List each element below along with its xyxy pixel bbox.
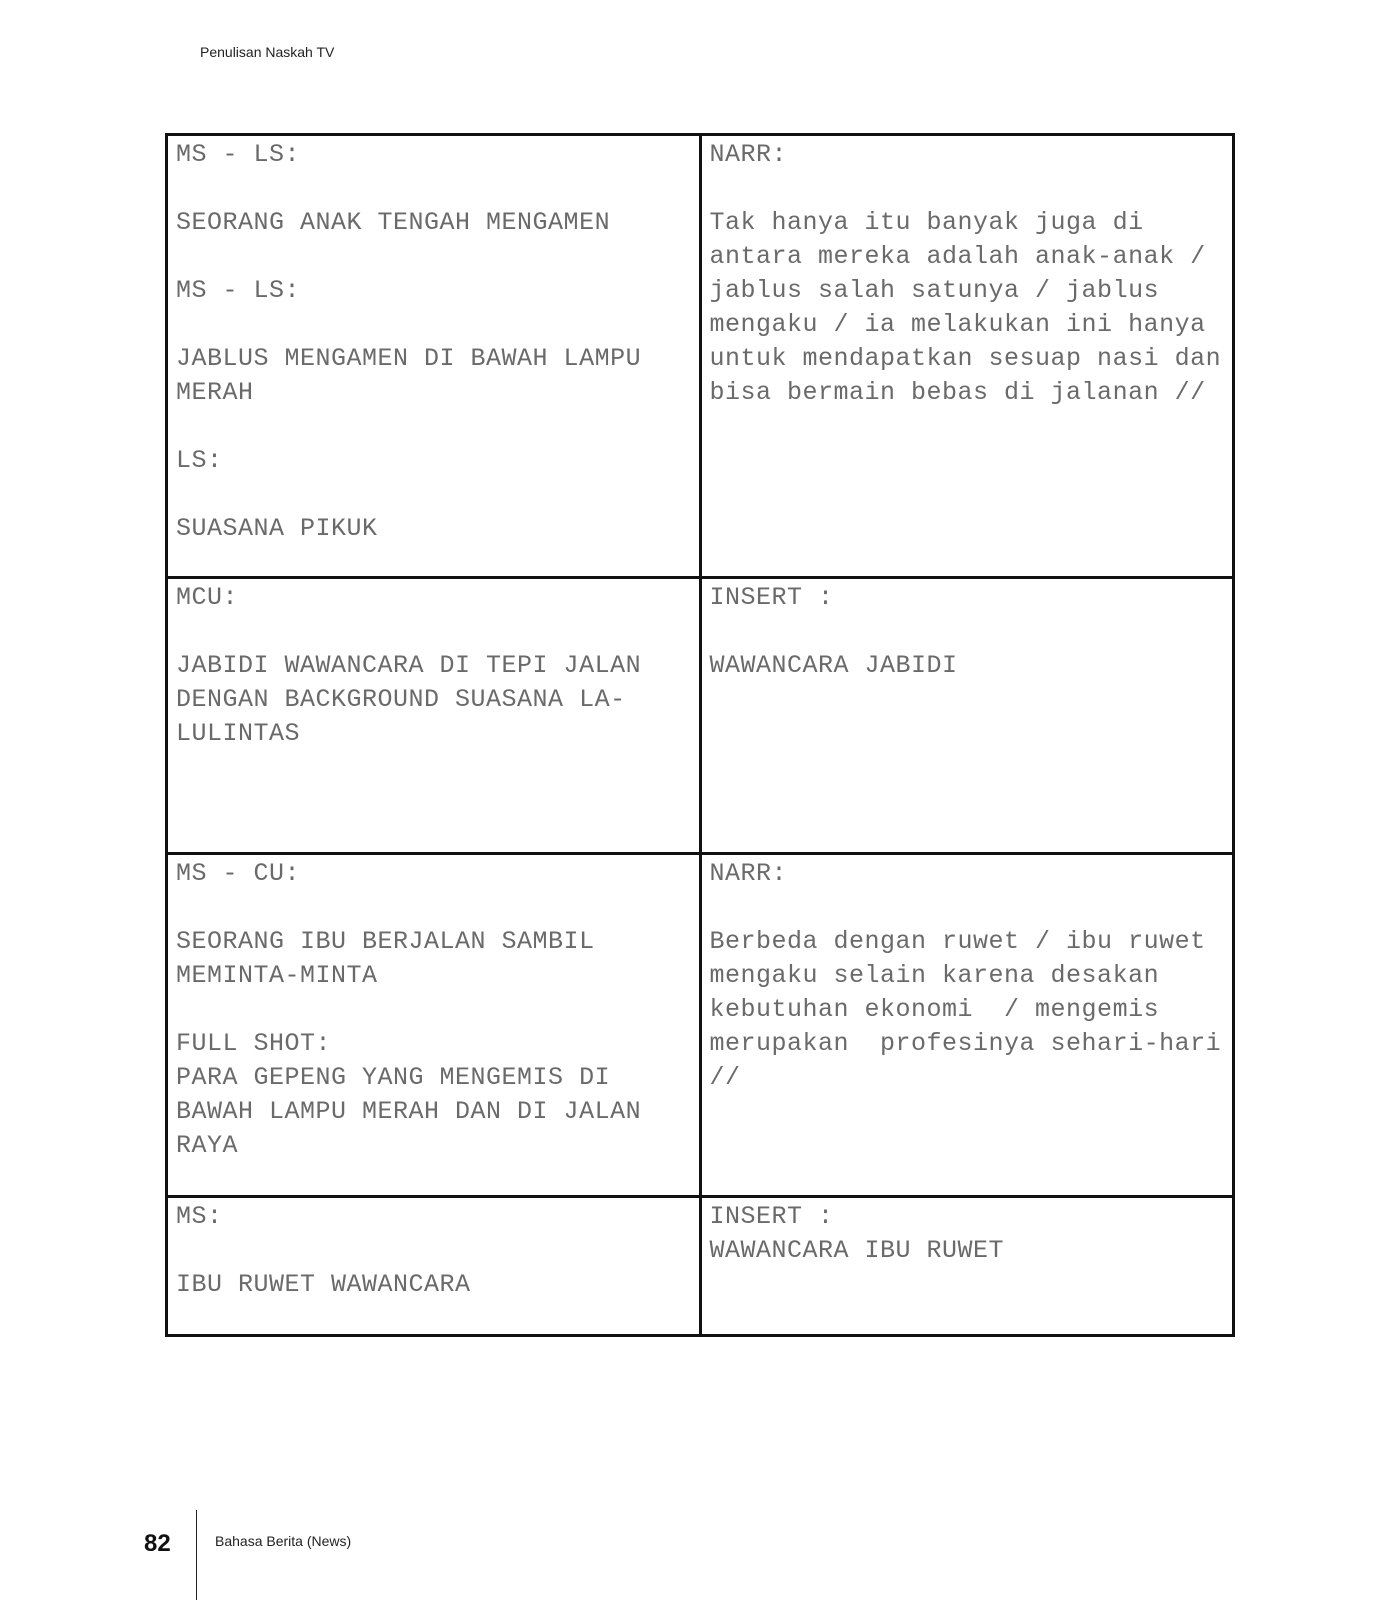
audio-cell: NARR: Berbeda dengan ruwet / ibu ruwet mengaku selain karena desakan kebutuhan ekonomi / mengemis merupakan profesinya sehari-hari // [700,854,1234,1197]
audio-cell: INSERT : WAWANCARA JABIDI [700,578,1234,854]
table-row [167,578,1234,854]
table-row [167,135,1234,578]
page-number: 82 [144,1530,171,1557]
visual-cell: MCU: JABIDI WAWANCARA DI TEPI JALAN DENGAN BACKGROUND SUASANA LA-LULINTAS [167,578,701,854]
visual-cell: MS - LS: SEORANG ANAK TENGAH MENGAMEN MS - LS: JABLUS MENGAMEN DI BAWAH LAMPU MERAH LS: SUASANA PIKUK [167,135,701,578]
audio-cell: INSERT : WAWANCARA IBU RUWET [700,1197,1234,1336]
footer-divider [196,1510,197,1600]
script-table [165,133,1235,1337]
table-row [167,854,1234,1197]
table-row [167,1197,1234,1336]
visual-cell: MS: IBU RUWET WAWANCARA [167,1197,701,1336]
running-header: Penulisan Naskah TV [200,44,335,60]
visual-cell: MS - CU: SEORANG IBU BERJALAN SAMBIL MEMINTA-MINTA FULL SHOT: PARA GEPENG YANG MENGEMIS DI BAWAH LAMPU MERAH DAN DI JALAN RAYA [167,854,701,1197]
audio-cell: NARR: Tak hanya itu banyak juga di antara mereka adalah anak-anak / jablus salah satunya / jablus mengaku / ia melakukan ini hanya untuk mendapatkan sesuap nasi dan bisa bermain bebas di jalanan // [700,135,1234,578]
footer-book-title: Bahasa Berita (News) [215,1533,352,1549]
